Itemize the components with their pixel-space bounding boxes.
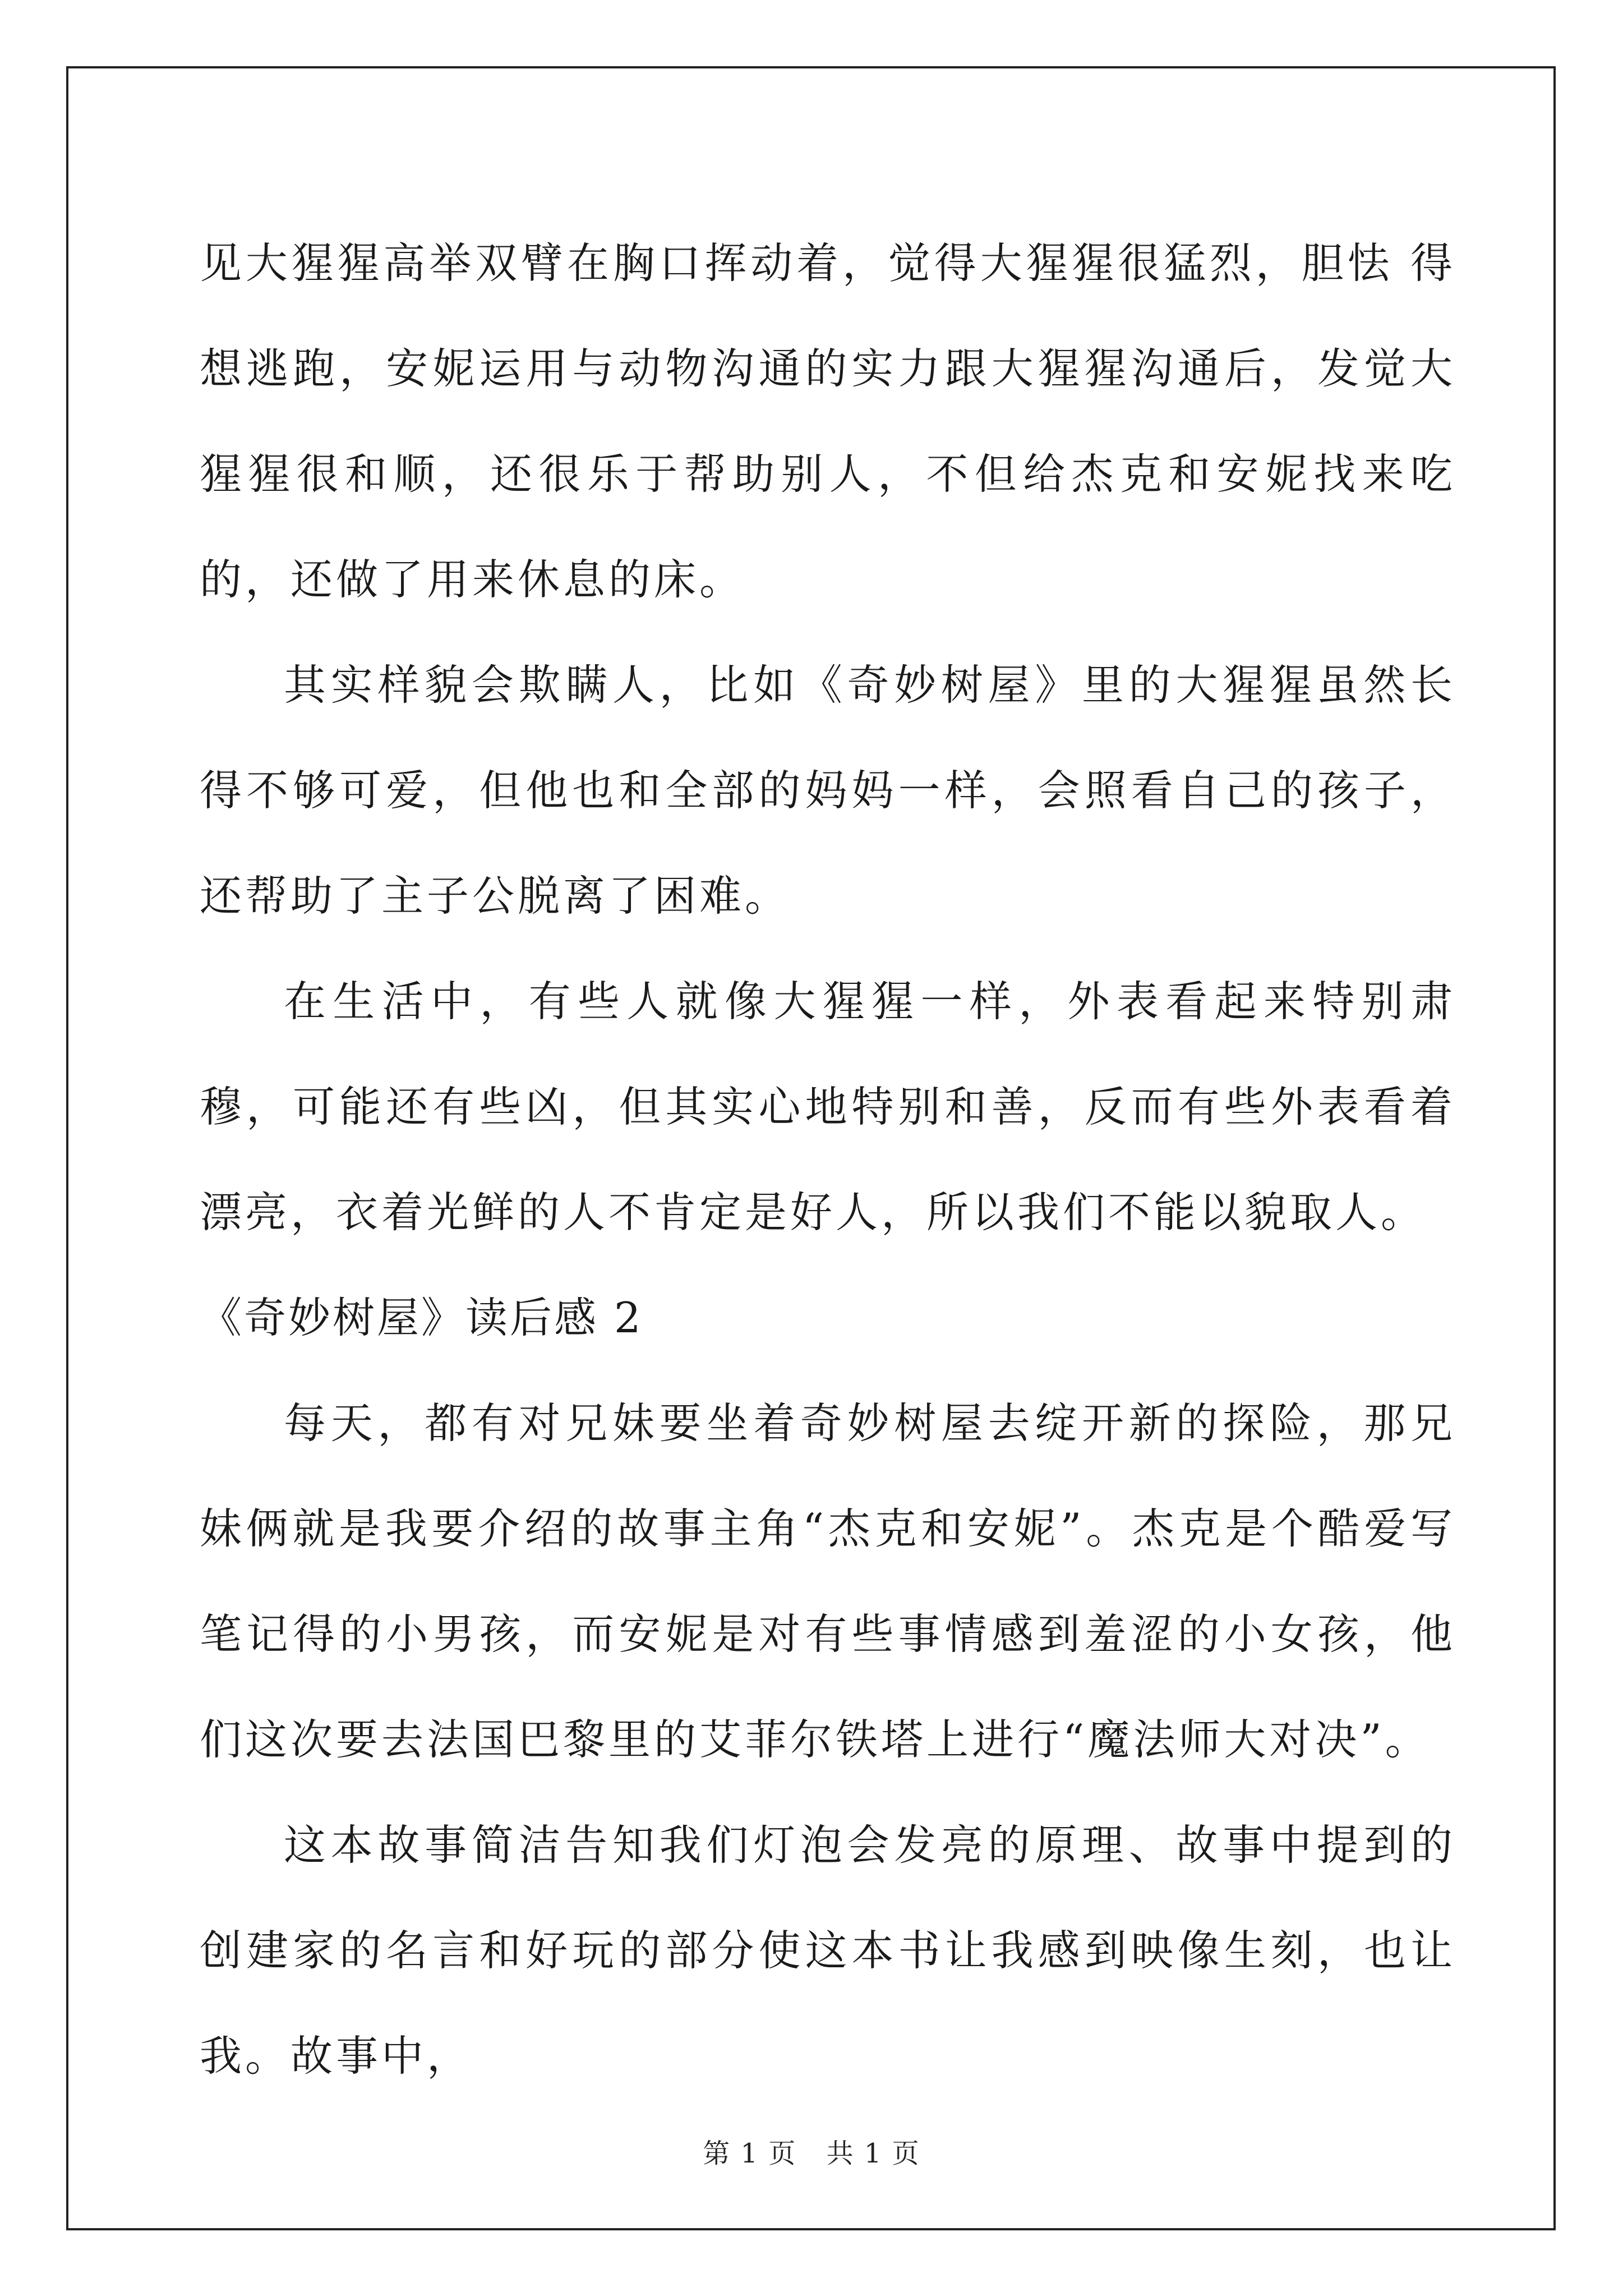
page-number: 第 1 页 [703, 2138, 797, 2169]
paragraph-4: 每天，都有对兄妹要坐着奇妙树屋去绽开新的探险，那兄妹俩就是我要介绍的故事主角“杰克和安妮”。杰克是个酷爱写笔记得的小男孩，而安妮是对有些事情感到羞涩的小女孩，他们这次要去法国巴黎里的艾菲尔铁塔上进行“魔法师大对决”。 [200, 1398, 1456, 1764]
page-footer [0, 2132, 1623, 2170]
section-title: 《奇妙树屋》读后感 2 [200, 1293, 643, 1342]
paragraph-1: 见大猩猩高举双臂在胸口挥动着，觉得大猩猩很猛烈，胆怯 得想逃跑，安妮运用与动物沟通的实力跟大猩猩沟通后，发觉大猩猩很和顺，还很乐于帮助别人，不但给杰克和安妮找来吃的，还做了用来休息的床。 [200, 238, 1456, 604]
paragraph-5: 这本故事简洁告知我们灯泡会发亮的原理、故事中提到的创建家的名言和好玩的部分使这本书让我感到映像生刻，也让我。故事中， [200, 1820, 1456, 2081]
document-body [200, 210, 1456, 2109]
page-total: 共 1 页 [826, 2138, 920, 2169]
paragraph-3: 在生活中，有些人就像大猩猩一样，外表看起来特别肃穆，可能还有些凶，但其实心地特别和善，反而有些外表看着漂亮，衣着光鲜的人不肯定是好人，所以我们不能以貌取人。 [200, 977, 1456, 1237]
paragraph-2: 其实样貌会欺瞒人，比如《奇妙树屋》里的大猩猩虽然长得不够可爱，但他也和全部的妈妈一样，会照看自己的孩子，还帮助了主子公脱离了困难。 [200, 660, 1456, 921]
